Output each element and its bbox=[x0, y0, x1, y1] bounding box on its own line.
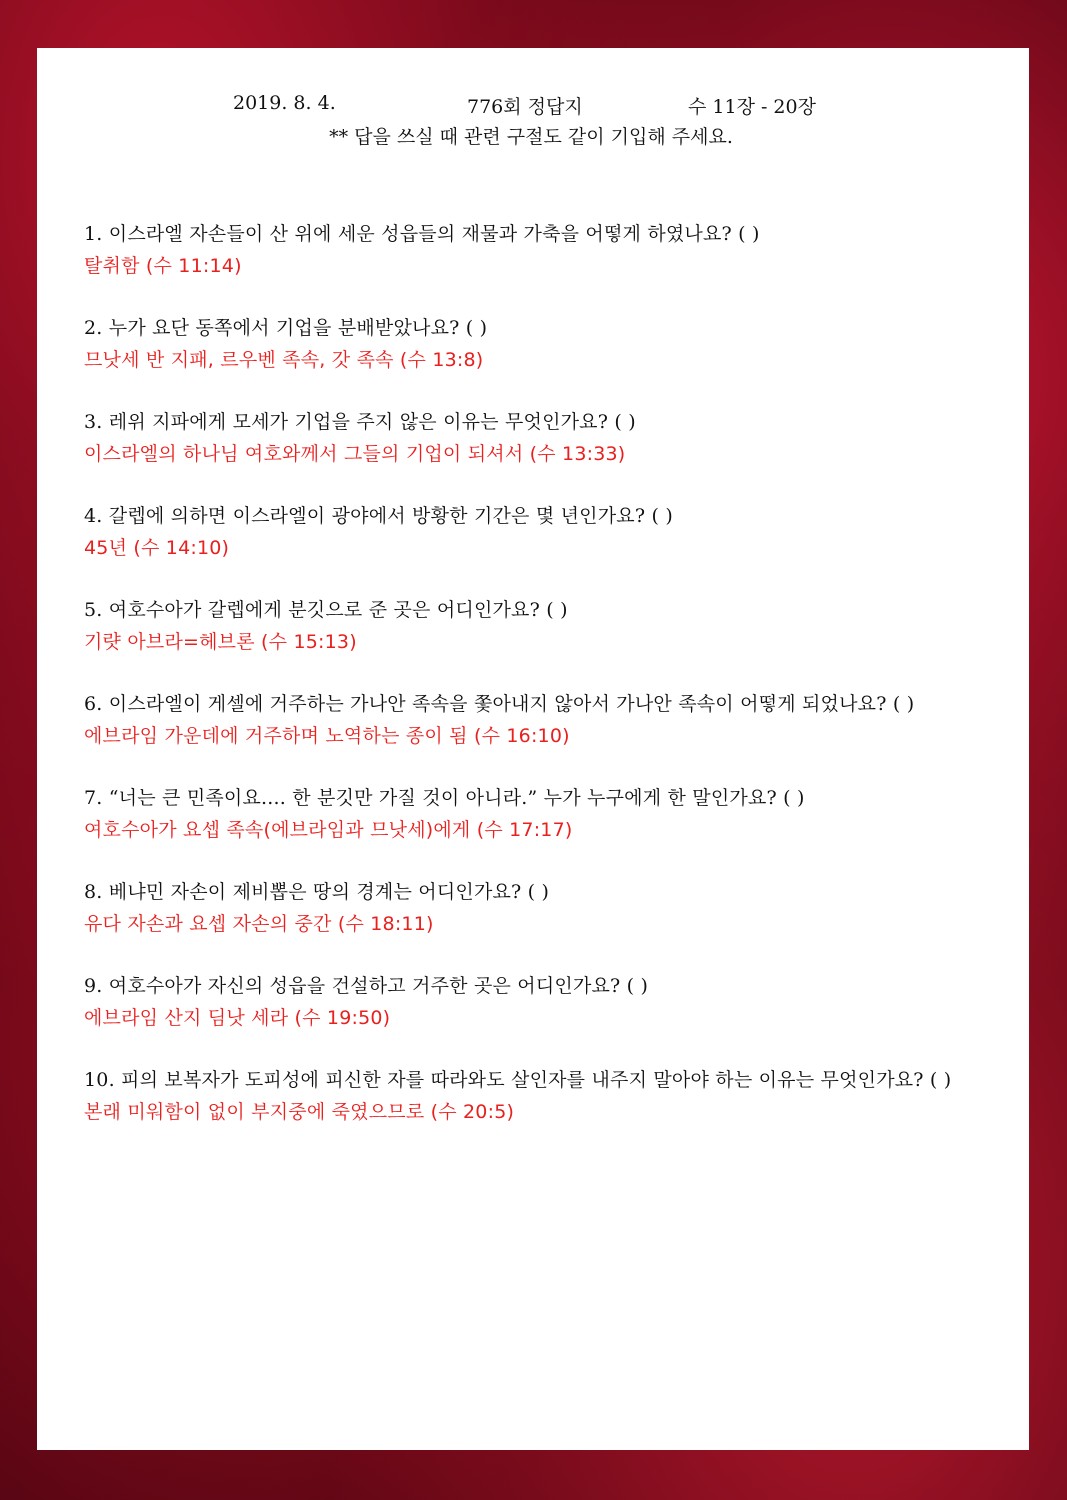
answer-10: 본래 미워함이 없이 부지중에 죽였으므로 (수 20:5) bbox=[84, 1101, 515, 1123]
answer-sheet-page bbox=[37, 48, 1029, 1450]
question-2: 2. 누가 요단 동쪽에서 기업을 분배받았나요? ( ) bbox=[84, 317, 488, 339]
answer-6: 에브라임 가운데에 거주하며 노역하는 종이 됨 (수 16:10) bbox=[84, 725, 570, 747]
question-5: 5. 여호수아가 갈렙에게 분깃으로 준 곳은 어디인가요? ( ) bbox=[84, 599, 568, 621]
qa-item-6 bbox=[84, 689, 984, 752]
question-4: 4. 갈렙에 의하면 이스라엘이 광야에서 방황한 기간은 몇 년인가요? ( ) bbox=[84, 505, 673, 527]
header-note: ** 답을 쓰실 때 관련 구절도 같이 기입해 주세요. bbox=[329, 126, 733, 148]
qa-item-8 bbox=[84, 877, 984, 940]
qa-item-1 bbox=[84, 219, 984, 282]
header-line bbox=[37, 92, 1029, 122]
qa-item-3 bbox=[84, 407, 984, 470]
qa-item-5 bbox=[84, 595, 984, 658]
answer-2: 므낫세 반 지패, 르우벤 족속, 갓 족속 (수 13:8) bbox=[84, 349, 484, 371]
question-9: 9. 여호수아가 자신의 성읍을 건설하고 거주한 곳은 어디인가요? ( ) bbox=[84, 975, 649, 997]
question-6: 6. 이스라엘이 게셀에 거주하는 가나안 족속을 쫓아내지 않아서 가나안 족속이 어떻게 되었나요? ( ) bbox=[84, 693, 915, 715]
question-10: 10. 피의 보복자가 도피성에 피신한 자를 따라와도 살인자를 내주지 말아야 하는 이유는 무엇인가요? ( ) bbox=[84, 1069, 952, 1091]
question-3: 3. 레위 지파에게 모세가 기업을 주지 않은 이유는 무엇인가요? ( ) bbox=[84, 411, 636, 433]
answer-7: 여호수아가 요셉 족속(에브라임과 므낫세)에게 (수 17:17) bbox=[84, 819, 573, 841]
header bbox=[37, 92, 1029, 149]
qa-item-10 bbox=[84, 1065, 984, 1128]
header-title: 776회 정답지 bbox=[467, 96, 583, 118]
question-1: 1. 이스라엘 자손들이 산 위에 세운 성읍들의 재물과 가축을 어떻게 하였나요? ( ) bbox=[84, 223, 760, 245]
answer-8: 유다 자손과 요셉 자손의 중간 (수 18:11) bbox=[84, 913, 434, 935]
qa-item-9 bbox=[84, 971, 984, 1034]
header-date: 2019. 8. 4. bbox=[233, 92, 336, 114]
answer-9: 에브라임 산지 딤낫 세라 (수 19:50) bbox=[84, 1007, 391, 1029]
header-range: 수 11장 - 20장 bbox=[688, 96, 816, 118]
question-8: 8. 베냐민 자손이 제비뽑은 땅의 경계는 어디인가요? ( ) bbox=[84, 881, 550, 903]
answer-1: 탈취함 (수 11:14) bbox=[84, 255, 242, 277]
qa-list bbox=[84, 219, 984, 1159]
question-7: 7. “너는 큰 민족이요.... 한 분깃만 가질 것이 아니라.” 누가 누구에게 한 말인가요? ( ) bbox=[84, 787, 805, 809]
answer-5: 기럇 아브라=헤브론 (수 15:13) bbox=[84, 631, 357, 653]
qa-item-7 bbox=[84, 783, 984, 846]
qa-item-4 bbox=[84, 501, 984, 564]
answer-3: 이스라엘의 하나님 여호와께서 그들의 기업이 되셔서 (수 13:33) bbox=[84, 443, 626, 465]
answer-4: 45년 (수 14:10) bbox=[84, 537, 230, 559]
qa-item-2 bbox=[84, 313, 984, 376]
